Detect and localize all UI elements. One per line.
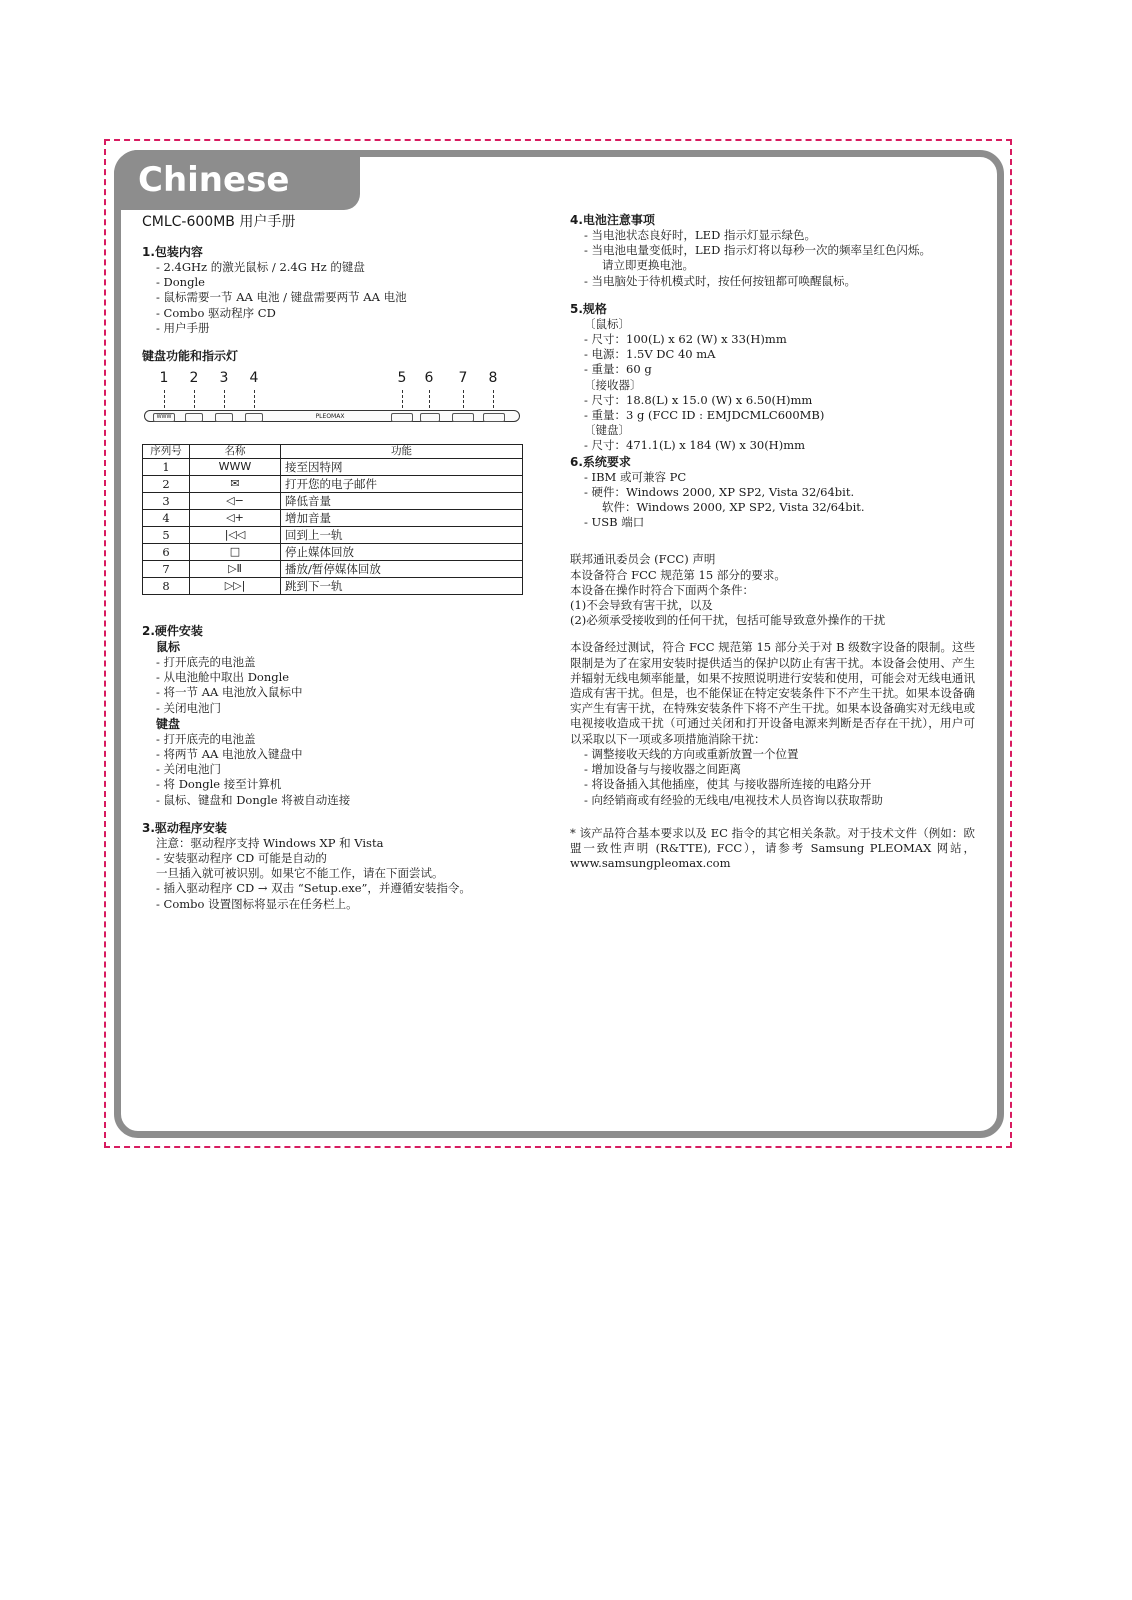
package-contents-list [142,260,542,336]
table-row [143,527,523,544]
table-row [143,544,523,561]
volume-up-key-icon [245,413,263,422]
column-header-function: 功能 [281,445,523,459]
next-track-key-icon [483,413,505,422]
list-item: - Combo 设置图标将显示在任务栏上。 [156,896,358,911]
list-item: - 将两节 AA 电池放入键盘中 [156,747,303,762]
section-driver-heading: 3.驱动程序安装 [142,820,227,835]
list-item: - 打开底壳的电池盖 [156,731,256,746]
section-specs-heading: 5.规格 [570,301,607,316]
play-pause-icon: ▷Ⅱ [190,561,281,578]
row-number: 4 [143,510,190,527]
list-item: - 尺寸：471.1(L) x 184 (W) x 30(H)mm [584,438,806,453]
key-callout-8: 8 [488,370,498,387]
list-item: - 电源：1.5V DC 40 mA [584,347,716,362]
next-track-icon: ▷▷| [190,578,281,595]
section-system-heading: 6.系统要求 [570,454,631,469]
fcc-title: 联邦通讯委员会 (FCC) 声明 [570,552,716,567]
volume-up-icon: ◁+ [190,510,281,527]
row-number: 1 [143,459,190,476]
key-callout-5: 5 [397,370,407,387]
list-item: - 硬件：Windows 2000, XP SP2, Vista 32/64bit. [584,484,855,499]
table-row [143,459,523,476]
column-header-number: 序列号 [143,445,190,459]
list-item: - 从电池舱中取出 Dongle [156,670,290,685]
section-package-heading: 1.包装内容 [142,245,203,259]
list-item: - 关闭电池门 [156,762,222,777]
callout-line [224,390,225,408]
left-column [142,212,542,912]
stop-icon: □ [190,544,281,561]
right-column [570,212,975,871]
mouse-subheading: 鼠标 [156,640,181,655]
row-function: 回到上一轨 [281,527,523,544]
driver-install-block [142,836,542,912]
fcc-line: (2)必须承受接收到的任何干扰，包括可能导致意外操作的干扰 [570,613,886,628]
row-number: 7 [143,561,190,578]
list-item: 软件：Windows 2000, XP SP2, Vista 32/64bit. [602,500,865,515]
list-item: - 调整接收天线的方向或重新放置一个位置 [584,746,799,761]
spec-group-label: 〔接收器〕 [584,377,642,392]
mail-key-icon [185,413,203,422]
list-item: - 插入驱动程序 CD → 双击 “Setup.exe”，并遵循安装指令。 [156,881,471,896]
fcc-line: 本设备符合 FCC 规范第 15 部分的要求。 [570,567,786,582]
list-item: - Combo 驱动程序 CD [156,305,276,320]
table-header-row [143,445,523,459]
list-item: - 当电池电量变低时，LED 指示灯将以每秒一次的频率呈红色闪烁。 [584,243,931,258]
fcc-statement [570,552,975,628]
fcc-measures-list [570,747,975,808]
column-header-name: 名称 [190,445,281,459]
row-number: 6 [143,544,190,561]
language-tab-title: Chinese [138,160,290,200]
play-pause-key-icon [452,413,474,422]
list-item: - 安装驱动程序 CD 可能是自动的 [156,851,327,866]
list-item: - 鼠标、键盘和 Dongle 将被自动连接 [156,792,351,807]
list-item: - Dongle [156,275,205,290]
www-icon: WWW [190,459,281,476]
keyboard-subheading: 键盘 [156,716,181,731]
list-item: - 用户手册 [156,320,210,335]
list-item: - 将设备插入其他插座，使其 与接收器所连接的电路分开 [584,777,872,792]
fcc-line: 本设备在操作时符合下面两个条件： [570,582,754,597]
list-item: - 将 Dongle 接至计算机 [156,777,282,792]
key-callout-6: 6 [424,370,434,387]
keyboard-diagram [142,370,522,432]
callout-line [164,390,165,408]
volume-down-key-icon [215,413,233,422]
callout-line [402,390,403,408]
fcc-line: (1)不会导致有害干扰，以及 [570,598,713,613]
compliance-footnote: * 该产品符合基本要求以及 EC 指令的其它相关条款。对于技术文件（例如：欧盟一致性声明 (R&TTE), FCC），请参考 Samsung PLEOMAX 网站，www.samsungpleomax.com [570,825,975,871]
keyboard-function-table [142,444,523,595]
list-item: - 重量：3 g (FCC ID : EMJDCMLC600MB) [584,408,825,423]
www-key-icon: WWW [153,413,175,422]
row-function: 接至因特网 [281,459,523,476]
volume-down-icon: ◁− [190,493,281,510]
callout-line [463,390,464,408]
key-callout-2: 2 [189,370,199,387]
list-item: - IBM 或可兼容 PC [584,469,687,484]
mail-icon: ✉ [190,476,281,493]
row-number: 5 [143,527,190,544]
document-title: CMLC-600MB 用户手册 [142,214,296,230]
system-requirements-list [570,470,975,531]
list-item: - 2.4GHz 的激光鼠标 / 2.4G Hz 的键盘 [156,260,365,274]
list-item: 注意：驱动程序支持 Windows XP 和 Vista [156,835,384,850]
row-function: 增加音量 [281,510,523,527]
hardware-install-block [142,639,542,808]
row-function: 打开您的电子邮件 [281,476,523,493]
row-number: 2 [143,476,190,493]
list-item: 一旦插入就可被识别。如果它不能工作，请在下面尝试。 [156,866,444,881]
section-battery-heading: 4.电池注意事项 [570,213,655,227]
key-callout-3: 3 [219,370,229,387]
callout-line [429,390,430,408]
list-item: - 鼠标需要一节 AA 电池 / 键盘需要两节 AA 电池 [156,290,407,305]
table-row [143,493,523,510]
callout-line [493,390,494,408]
row-number: 3 [143,493,190,510]
list-item: - 重量：60 g [584,362,652,377]
list-item: 请立即更换电池。 [602,258,694,273]
list-item: - 尺寸：100(L) x 62 (W) x 33(H)mm [584,332,787,347]
list-item: - 当电脑处于待机模式时，按任何按钮都可唤醒鼠标。 [584,273,857,288]
list-item: - 当电池状态良好时，LED 指示灯显示绿色。 [584,228,816,242]
list-item: - 将一节 AA 电池放入鼠标中 [156,685,303,700]
list-item: - 关闭电池门 [156,700,222,715]
keyboard-functions-heading: 键盘功能和指示灯 [142,349,239,364]
fcc-paragraph: 本设备经过测试，符合 FCC 规范第 15 部分关于对 B 级数字设备的限制。这些限制是为了在家用安装时提供适当的保护以防止有害干扰。本设备会使用、产生并辐射无线电频率能量，如果不按照说明进行安装和使用，可能会对无线电通讯造成有害干扰。但是，也不能保证在特定安装条件下不产生干扰。如果本设备确实产生有害干扰，在特殊安装条件下将不产生干扰。如果本设备确实对无线电或电视接收造成干扰（可通过关闭和打开设备电源来判断是否存在干扰），用户可以采取以下一项或多项措施消除干扰： [570,640,975,746]
list-item: - 打开底壳的电池盖 [156,655,256,670]
table-row [143,510,523,527]
table-row [143,578,523,595]
row-function: 停止媒体回放 [281,544,523,561]
stop-key-icon [420,413,440,422]
pleomax-logo: PLEOMAX [315,413,345,421]
key-callout-1: 1 [159,370,169,387]
table-row [143,476,523,493]
table-row [143,561,523,578]
list-item: - 增加设备与与接收器之间距离 [584,762,742,777]
row-function: 降低音量 [281,493,523,510]
callout-line [194,390,195,408]
list-item: - 向经销商或有经验的无线电/电视技术人员咨询以获取帮助 [584,792,883,807]
keyboard-top-bar [144,410,520,422]
battery-notes-list [570,228,975,289]
row-function: 播放/暂停媒体回放 [281,561,523,578]
key-callout-7: 7 [458,370,468,387]
section-hardware-heading: 2.硬件安装 [142,624,203,639]
row-number: 8 [143,578,190,595]
previous-track-key-icon [391,413,413,422]
callout-line [254,390,255,408]
row-function: 跳到下一轨 [281,578,523,595]
previous-track-icon: |◁◁ [190,527,281,544]
key-callout-4: 4 [249,370,259,387]
spec-group-label: 〔键盘〕 [584,423,630,438]
list-item: - 尺寸：18.8(L) x 15.0 (W) x 6.50(H)mm [584,392,813,407]
list-item: - USB 端口 [584,515,645,530]
specs-list [570,317,975,454]
spec-group-label: 〔鼠标〕 [584,316,630,331]
